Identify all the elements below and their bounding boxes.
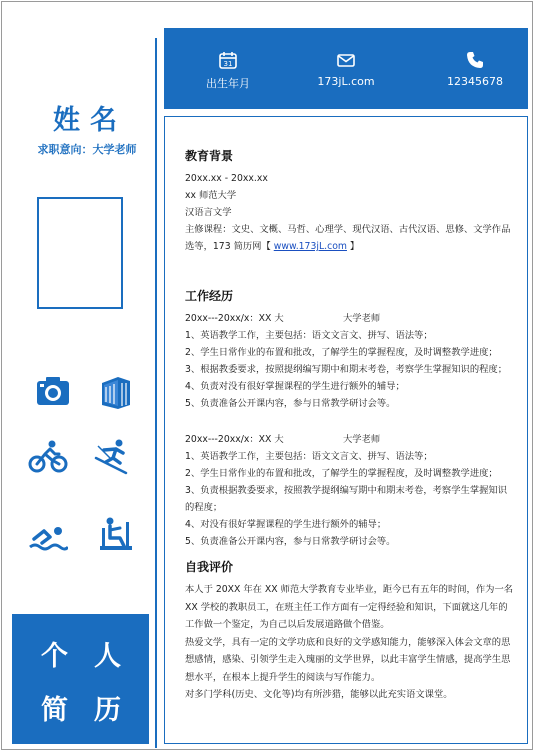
work-section	[185, 287, 515, 550]
job-header	[185, 431, 515, 448]
job-role: 大学老师	[343, 434, 381, 445]
contact-bar	[164, 28, 528, 109]
resume-title-box	[12, 614, 149, 744]
self-paragraph: 本人于 20XX 年在 XX 师范大学教育专业毕业，距今已有五年的时间，作为一名 XX 学校的教职员工，在班主任工作方面有一定得经验和知识，下面就这几年的工作做一个鉴定，为自己以后发展道路做个借鉴。	[185, 584, 514, 630]
education-school: xx 师范大学	[185, 190, 237, 201]
phone-icon	[465, 50, 485, 70]
contact-birth	[173, 28, 283, 109]
job-item: 3、根据教委要求，按照提纲编写期中和期末考卷，考察学生掌握知识的程度；	[185, 364, 508, 375]
education-major: 汉语言文学	[185, 207, 232, 218]
books-icon	[96, 371, 136, 411]
calendar-day: 31	[223, 60, 233, 68]
mail-icon	[336, 50, 356, 70]
job-item: 4、对没有很好掌握课程的学生进行额外的辅导；	[185, 519, 387, 530]
title-char-3: 简	[41, 695, 68, 726]
job-role: 大学老师	[343, 313, 381, 324]
self-paragraph: 对多门学科(历史、文化等)均有所涉猎，能够以此充实语文课堂。	[185, 689, 453, 700]
contact-phone	[420, 28, 530, 109]
job-item: 3、负责根据教委要求，按照教学提纲编写期中和期末考卷，考察学生掌握知识的程度；	[185, 485, 508, 513]
job-header	[185, 310, 515, 327]
job-item: 2、学生日常作业的布置和批改，了解学生的掌握程度，及时调整教学进度；	[185, 468, 498, 479]
fitness-icon	[96, 514, 136, 554]
courses-text: 主修课程：文史、文概、马哲、心理学、现代汉语、古代汉语、思修、文学作品选等，173 简历网【	[185, 224, 511, 252]
self-evaluation-section	[185, 558, 515, 704]
birth-label: 出生年月	[206, 77, 250, 90]
job-date: 20xx---20xx/x：XX 大	[185, 434, 284, 445]
job-item: 2、学生日常作业的布置和批改，了解学生的掌握程度，及时调整教学进度；	[185, 347, 498, 358]
left-divider	[155, 38, 157, 748]
calendar-icon	[218, 50, 238, 70]
education-title: 教育背景	[185, 149, 234, 163]
contact-email	[291, 28, 401, 109]
self-paragraph: 热爱文学，具有一定的文学功底和良好的文学感知能力，能够深入体会文章的思想感情，感染、引领学生走入瑰丽的文学世界，以此丰富学生情感，提高学生思想水平，在根本上提升学生的阅读与写作能力。	[185, 636, 511, 683]
profile-name: 姓名	[53, 105, 127, 136]
job-item: 1、英语教学工作，主要包括：语文文言文、拼写、语法等；	[185, 330, 433, 341]
title-char-4: 历	[94, 695, 121, 726]
job-item: 4、负责对没有很好掌握课程的学生进行额外的辅导；	[185, 381, 405, 392]
education-date: 20xx.xx - 20xx.xx	[185, 173, 268, 184]
title-char-2: 人	[94, 641, 121, 672]
photo-placeholder	[37, 197, 123, 309]
job-item: 1、英语教学工作，主要包括：语文文言文、拼写、语法等；	[185, 451, 433, 462]
cycling-icon	[28, 436, 68, 476]
title-char-1: 个	[41, 641, 68, 672]
education-section	[185, 147, 515, 255]
content-panel	[164, 116, 528, 744]
work-title: 工作经历	[185, 289, 234, 303]
education-courses	[185, 221, 515, 255]
self-title: 自我评价	[185, 560, 234, 574]
website-link[interactable]: www.173jL.com	[273, 241, 347, 252]
phone-text: 12345678	[447, 75, 503, 88]
job-date: 20xx---20xx/x：XX 大	[185, 313, 284, 324]
job-intent: 求职意向：大学老师	[37, 143, 137, 156]
email-text: 173jL.com	[317, 75, 375, 88]
skiing-icon	[92, 436, 132, 476]
camera-icon	[33, 371, 73, 411]
job-item: 5、负责准备公开课内容，参与日常教学研讨会等。	[185, 536, 396, 547]
courses-suffix: 】	[346, 241, 360, 252]
job-item: 5、负责准备公开课内容，参与日常教学研讨会等。	[185, 398, 396, 409]
swimming-icon	[28, 517, 68, 557]
